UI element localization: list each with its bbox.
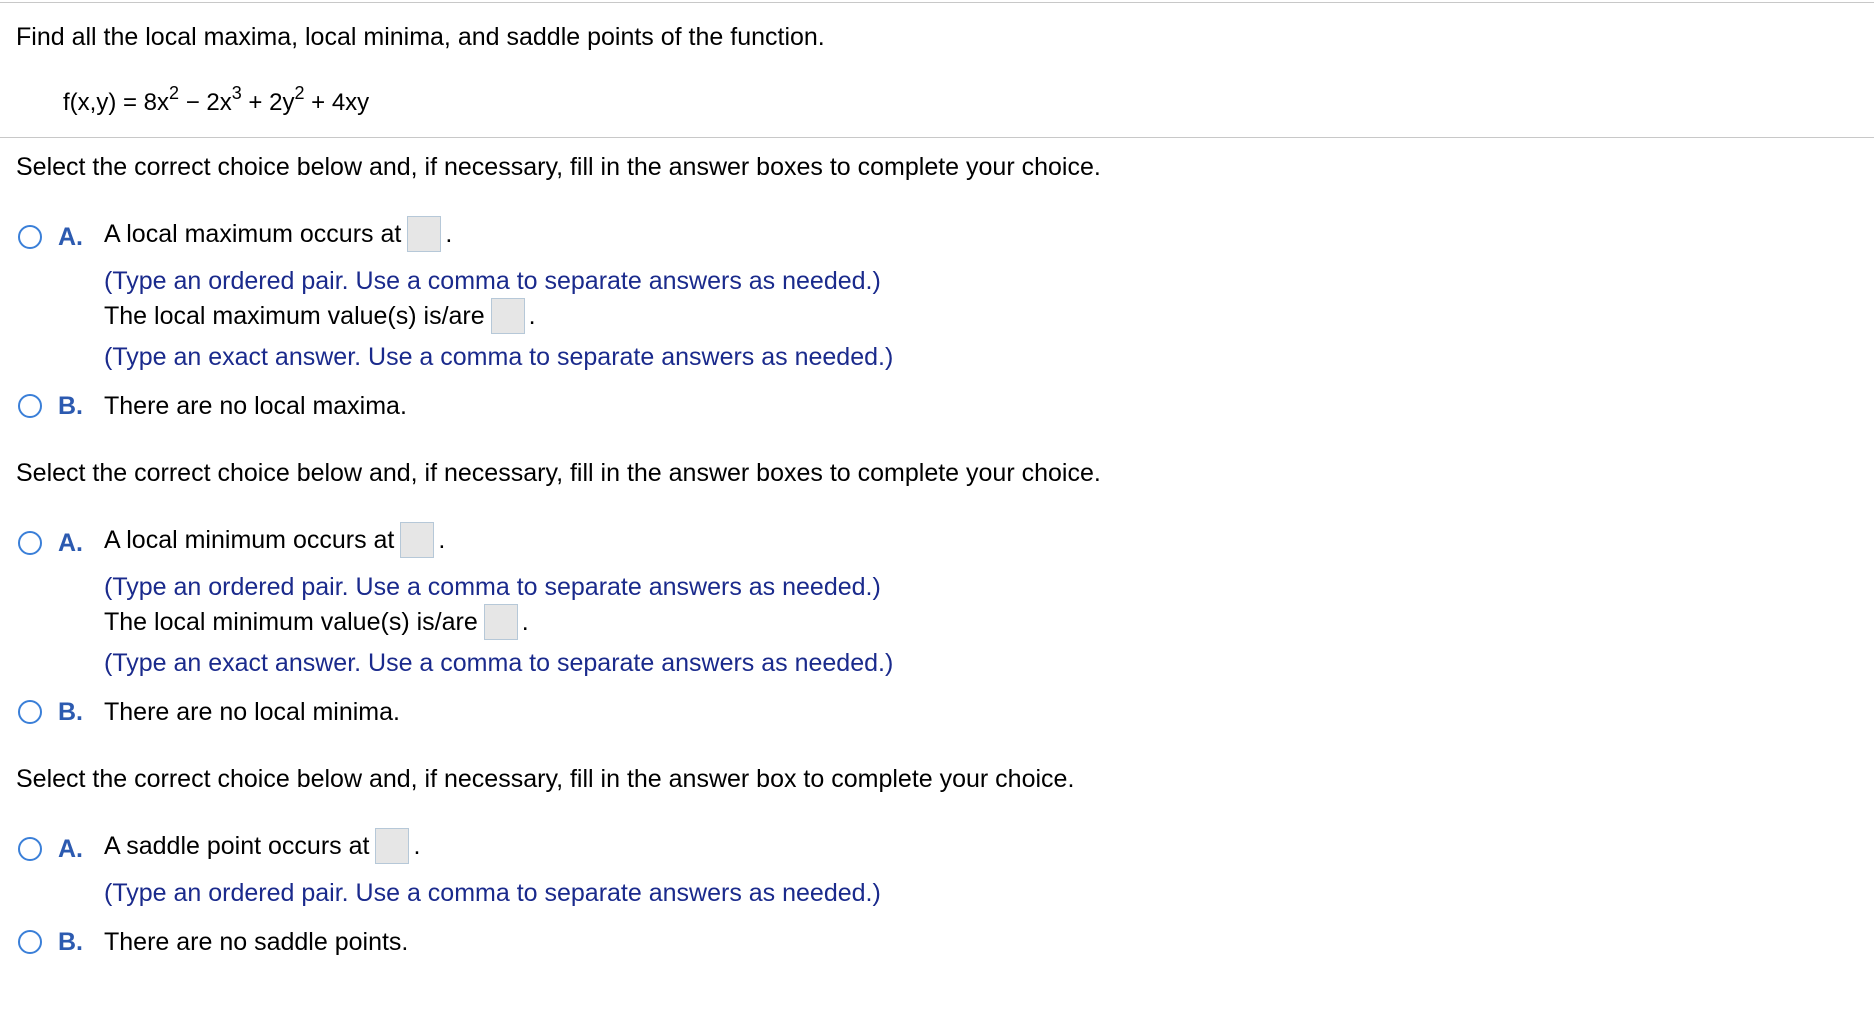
max-choice-a-letter: A. [58,223,83,251]
max-instruction: Select the correct choice below and, if necessary, fill in the answer boxes to complete your choice. [16,153,1101,181]
min-value-line [104,604,529,640]
saddle-choice-b-text: There are no saddle points. [104,928,409,956]
max-value-answer-box[interactable] [491,298,525,334]
top-divider [0,2,1874,3]
min-point-hint: (Type an ordered pair. Use a comma to separate answers as needed.) [104,573,881,601]
formula-term-2: − 2x [179,89,232,116]
saddle-choice-a-letter: A. [58,835,83,863]
max-value-period: . [528,302,536,330]
min-choice-a-letter: A. [58,529,83,557]
formula-exponent-1: 2 [169,83,180,103]
max-point-hint: (Type an ordered pair. Use a comma to separate answers as needed.) [104,267,881,295]
question-text: Find all the local maxima, local minima, and saddle points of the function. [16,23,825,51]
max-value-hint: (Type an exact answer. Use a comma to separate answers as needed.) [104,343,894,371]
formula-divider [0,137,1874,138]
min-choice-b-radio[interactable] [18,700,42,724]
min-value-label: The local minimum value(s) is/are [104,608,478,636]
max-value-line [104,298,536,334]
min-choice-b-letter: B. [58,698,83,726]
min-occurs-line [104,522,445,558]
min-value-answer-box[interactable] [484,604,518,640]
min-value-hint: (Type an exact answer. Use a comma to separate answers as needed.) [104,649,894,677]
max-choice-b-radio[interactable] [18,394,42,418]
max-choice-b-text: There are no local maxima. [104,392,407,420]
min-instruction: Select the correct choice below and, if necessary, fill in the answer boxes to complete your choice. [16,459,1101,487]
max-occurs-line [104,216,452,252]
min-choice-a-radio[interactable] [18,531,42,555]
min-point-answer-box[interactable] [400,522,434,558]
max-choice-a-radio[interactable] [18,225,42,249]
max-value-label: The local maximum value(s) is/are [104,302,485,330]
max-choice-b-letter: B. [58,392,83,420]
max-occurs-period: . [445,220,453,248]
min-occurs-label: A local minimum occurs at [104,526,395,554]
max-point-answer-box[interactable] [407,216,441,252]
saddle-occurs-label: A saddle point occurs at [104,832,370,860]
min-occurs-period: . [438,526,446,554]
formula-exponent-3: 2 [294,83,305,103]
saddle-point-answer-box[interactable] [375,828,409,864]
function-formula [63,83,370,118]
saddle-choice-a-radio[interactable] [18,837,42,861]
formula-term-3: + 2y [241,89,295,116]
saddle-instruction: Select the correct choice below and, if necessary, fill in the answer box to complete your choice. [16,765,1075,793]
max-occurs-label: A local maximum occurs at [104,220,402,248]
saddle-choice-b-radio[interactable] [18,930,42,954]
min-choice-b-text: There are no local minima. [104,698,400,726]
min-value-period: . [521,608,529,636]
formula-prefix: f(x,y) = 8x [63,89,170,116]
saddle-occurs-period: . [413,832,421,860]
saddle-choice-b-letter: B. [58,928,83,956]
formula-suffix: + 4xy [304,89,370,116]
saddle-occurs-line [104,828,420,864]
formula-exponent-2: 3 [231,83,242,103]
saddle-point-hint: (Type an ordered pair. Use a comma to separate answers as needed.) [104,879,881,907]
